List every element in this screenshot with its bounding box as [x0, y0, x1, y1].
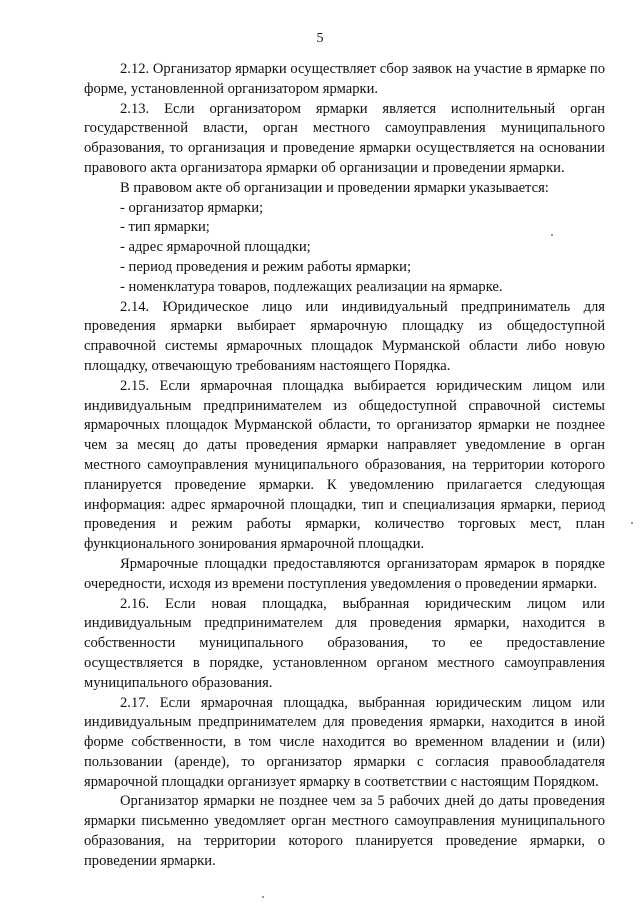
list-item-address: - адрес ярмарочной площадки; [120, 239, 311, 256]
scan-speck [631, 522, 633, 524]
paragraph-2-15: 2.15. Если ярмарочная площадка выбирается юридическим лицом или индивидуальным предпринимателем из общедоступной справочной системы ярмарочных площадок Мурманской области, то организатор ярмарки не позднее чем за месяц до даты проведения ярмарки направляет уведомление в орган местного самоуправления муниципального образования, на территории которого планируется проведение ярмарки. К уведомлению прилагается следующая информация: адрес ярмарочной площадки, тип и специализация ярмарки, период проведения и режим работы ярмарки, количество торговых мест, план функционального зонирования ярмарочной площадки. [84, 377, 605, 553]
list-item-organizer: - организатор ярмарки; [120, 199, 264, 216]
paragraph-2-16: 2.16. Если новая площадка, выбранная юридическим лицом или индивидуальным предпринимателем для проведения ярмарки, находится в собственности муниципального образования, то ее предоставление осуществляется в порядке, установленном органом местного самоуправления муниципального образования. [84, 595, 605, 691]
document-body [84, 60, 605, 872]
paragraph-fair-sites-order: Ярмарочные площадки предоставляются организаторам ярмарок в порядке очередности, исходя из времени поступления уведомления о проведении ярмарки. [84, 555, 605, 592]
scan-speck [262, 896, 264, 898]
paragraph-legal-act-intro: В правовом акте об организации и проведении ярмарки указывается: [120, 179, 549, 196]
paragraph-2-14: 2.14. Юридическое лицо или индивидуальный предприниматель для проведения ярмарки выбирает ярмарочную площадку из общедоступной справочной системы ярмарочных площадок Мурманской области либо новую площадку, отвечающую требованиям настоящего Порядка. [84, 298, 605, 374]
paragraph-2-12: 2.12. Организатор ярмарки осуществляет сбор заявок на участие в ярмарке по форме, установленной организатором ярмарки. [84, 61, 605, 97]
paragraph-2-13: 2.13. Если организатором ярмарки является исполнительный орган государственной власти, орган местного самоуправления муниципального образования, то организация и проведение ярмарки осуществляется на основании правового акта организатора ярмарки об организации и проведении ярмарки. [84, 100, 605, 176]
list-item-fair-type: - тип ярмарки; [120, 219, 210, 236]
scan-speck [551, 234, 553, 236]
paragraph-2-17: 2.17. Если ярмарочная площадка, выбранная юридическим лицом или индивидуальным предпринимателем для проведения ярмарки, находится в иной форме собственности, в том числе находится во временном владении и (или) пользовании (аренде), то организатор ярмарки с согласия правообладателя ярмарочной площадки организует ярмарку в соответствии с настоящим Порядком. [84, 694, 605, 790]
list-item-period: - период проведения и режим работы ярмарки; [120, 258, 412, 275]
paragraph-notification: Организатор ярмарки не позднее чем за 5 рабочих дней до даты проведения ярмарки письменно уведомляет орган местного самоуправления муниципального образования, на территории которого планируется проведение ярмарки, о проведении ярмарки. [84, 793, 605, 869]
list-item-goods: - номенклатура товаров, подлежащих реализации на ярмарке. [120, 278, 503, 295]
page-number: 5 [316, 31, 324, 46]
